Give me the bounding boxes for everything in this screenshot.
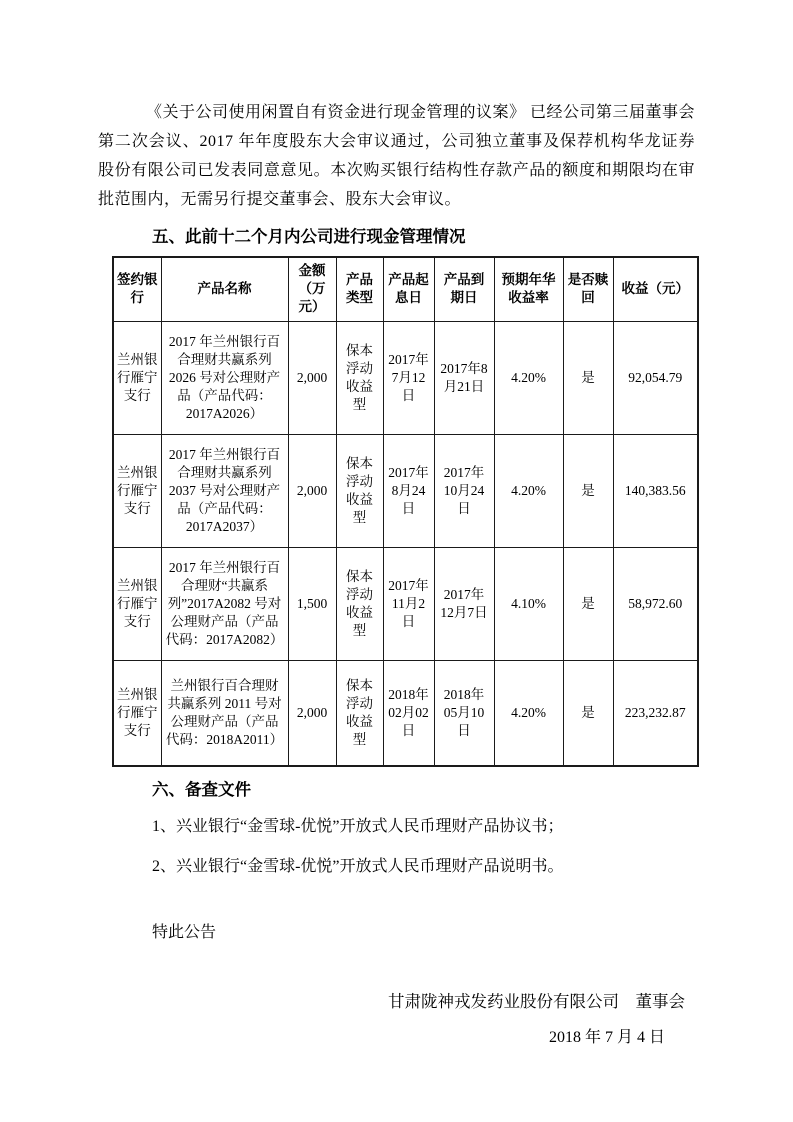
table-cell: 是 bbox=[563, 434, 613, 547]
table-cell: 保本浮动收益型 bbox=[336, 547, 383, 660]
table-cell: 2017年8月21日 bbox=[434, 321, 494, 434]
table-cell: 2017年10月24日 bbox=[434, 434, 494, 547]
announcement-date: 2018 年 7 月 4 日 bbox=[548, 1029, 665, 1046]
table-cell: 140,383.56 bbox=[613, 434, 698, 547]
table-cell: 兰州银行雁宁支行 bbox=[113, 660, 161, 766]
company-signature: 甘肃陇神戎发药业股份有限公司 董事会 bbox=[388, 992, 685, 1011]
table-head bbox=[113, 257, 698, 321]
doc-item-2: 2、兴业银行“金雪球-优悦”开放式人民币理财产品说明书。 bbox=[152, 858, 564, 875]
column-header: 产品起息日 bbox=[383, 257, 434, 321]
table-cell: 2017 年兰州银行百合理财共赢系列 2037 号对公理财产品（产品代码：2017A2037） bbox=[161, 434, 288, 547]
table-cell: 1,500 bbox=[288, 547, 336, 660]
table-cell: 2017 年兰州银行百合理财“共赢系列”2017A2082 号对公理财产品（产品代码：2017A2082） bbox=[161, 547, 288, 660]
column-header: 产品名称 bbox=[161, 257, 288, 321]
table-body bbox=[113, 321, 698, 766]
column-header: 是否赎回 bbox=[563, 257, 613, 321]
table-cell: 2017年7月12日 bbox=[383, 321, 434, 434]
table-row bbox=[113, 321, 698, 434]
table-cell: 是 bbox=[563, 547, 613, 660]
doc-item-1: 1、兴业银行“金雪球-优悦”开放式人民币理财产品协议书； bbox=[152, 818, 564, 835]
table-cell: 4.20% bbox=[494, 434, 563, 547]
table-cell: 2017年11月2日 bbox=[383, 547, 434, 660]
table-cell: 2,000 bbox=[288, 660, 336, 766]
table-cell: 兰州银行雁宁支行 bbox=[113, 321, 161, 434]
table-cell: 是 bbox=[563, 660, 613, 766]
column-header: 收益（元） bbox=[613, 257, 698, 321]
cash-mgmt-table bbox=[112, 256, 699, 767]
column-header: 金额（万元） bbox=[288, 257, 336, 321]
intro-paragraph: 《关于公司使用闲置自有资金进行现金管理的议案》 已经公司第三届董事会第二次会议、2017 年年度股东大会审议通过，公司独立董事及保荐机构华龙证券股份有限公司已发表同意意见。本次购买银行结构性存款产品的额度和期限均在审批范围内，无需另行提交董事会、股东大会审议。 bbox=[98, 104, 696, 208]
column-header: 签约银行 bbox=[113, 257, 161, 321]
table-cell: 2017年8月24日 bbox=[383, 434, 434, 547]
table-cell: 保本浮动收益型 bbox=[336, 434, 383, 547]
table-cell: 58,972.60 bbox=[613, 547, 698, 660]
table-row bbox=[113, 434, 698, 547]
closing-statement: 特此公告 bbox=[152, 924, 217, 941]
table-cell: 保本浮动收益型 bbox=[336, 321, 383, 434]
table-cell: 兰州银行雁宁支行 bbox=[113, 434, 161, 547]
table-cell: 92,054.79 bbox=[613, 321, 698, 434]
column-header: 预期年华收益率 bbox=[494, 257, 563, 321]
table-cell: 兰州银行雁宁支行 bbox=[113, 547, 161, 660]
header-row bbox=[113, 257, 698, 321]
table-cell: 是 bbox=[563, 321, 613, 434]
table-cell: 4.20% bbox=[494, 660, 563, 766]
table-cell: 2,000 bbox=[288, 434, 336, 547]
table-cell: 223,232.87 bbox=[613, 660, 698, 766]
section6-heading: 六、备查文件 bbox=[152, 780, 251, 799]
table-cell: 2017 年兰州银行百合理财共赢系列 2026 号对公理财产品（产品代码：2017A2026） bbox=[161, 321, 288, 434]
table-cell: 2018年02月02日 bbox=[383, 660, 434, 766]
table-cell: 4.10% bbox=[494, 547, 563, 660]
section5-heading: 五、此前十二个月内公司进行现金管理情况 bbox=[152, 227, 466, 246]
table-cell: 4.20% bbox=[494, 321, 563, 434]
table-cell: 2,000 bbox=[288, 321, 336, 434]
column-header: 产品类型 bbox=[336, 257, 383, 321]
column-header: 产品到期日 bbox=[434, 257, 494, 321]
table-cell: 2017年12月7日 bbox=[434, 547, 494, 660]
table-row bbox=[113, 660, 698, 766]
table-cell: 保本浮动收益型 bbox=[336, 660, 383, 766]
table-cell: 兰州银行百合理财共赢系列 2011 号对公理财产品（产品代码：2018A2011） bbox=[161, 660, 288, 766]
table-row bbox=[113, 547, 698, 660]
table-cell: 2018年05月10日 bbox=[434, 660, 494, 766]
